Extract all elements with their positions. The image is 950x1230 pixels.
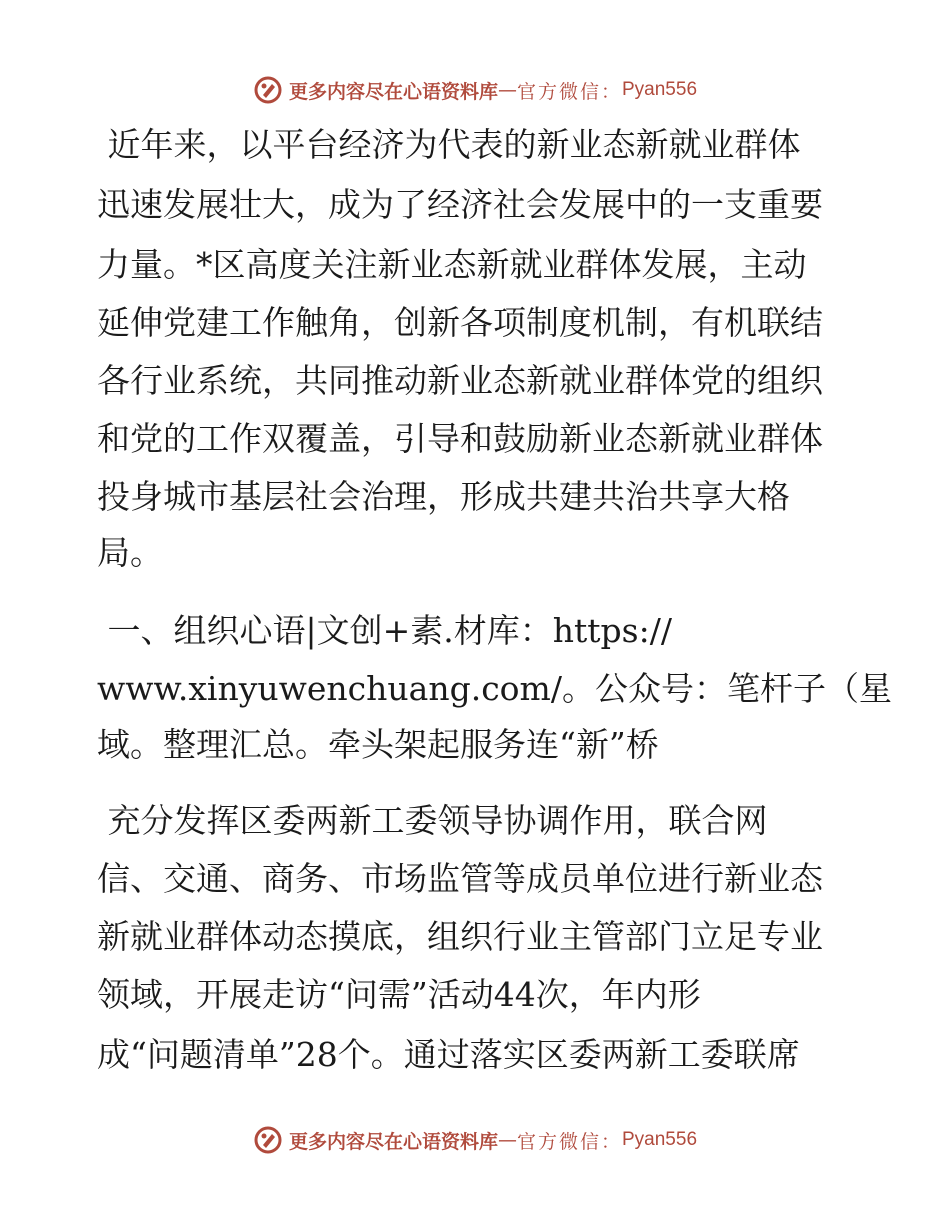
header-official-label: 官方微信： bbox=[516, 80, 622, 103]
footer-banner bbox=[0, 1120, 950, 1160]
paragraph-line: 迅速发展壮大，成为了经济社会发展中的一支重要 bbox=[97, 185, 823, 224]
paragraph-line: 延伸党建工作触角，创新各项制度机制，有机联结 bbox=[97, 303, 823, 342]
paragraph-line: 新就业群体动态摸底，组织行业主管部门立足专业 bbox=[97, 917, 823, 956]
paragraph-line: 局。 bbox=[97, 533, 163, 572]
brand-logo-icon bbox=[253, 1125, 283, 1155]
paragraph-line: 领域，开展走访“问需”活动44次，年内形 bbox=[97, 975, 701, 1014]
header-separator: — bbox=[497, 79, 517, 101]
paragraph-line: 力量。*区高度关注新业态新就业群体发展，主动 bbox=[97, 245, 807, 284]
paragraph-line: 投身城市基层社会治理，形成共建共治共享大格 bbox=[97, 477, 790, 516]
section-heading-line: www.xinyuwenchuang.com/。公众号：笔杆子（星 bbox=[97, 669, 892, 708]
brand-logo-icon bbox=[253, 75, 283, 105]
paragraph-line: 近年来，以平台经济为代表的新业态新就业群体 bbox=[97, 125, 801, 164]
header-brand: 更多内容尽在心语资料库 bbox=[288, 80, 498, 103]
paragraph-line: 充分发挥区委两新工委领导协调作用，联合网 bbox=[97, 801, 768, 840]
section-heading-line: 域。整理汇总。牵头架起服务连“新”桥 bbox=[97, 725, 659, 764]
section-heading-line: 一、组织心语|文创+素.材库：https:// bbox=[97, 611, 672, 650]
paragraph-line: 信、交通、商务、市场监管等成员单位进行新业态 bbox=[97, 859, 823, 898]
paragraph-line: 成“问题清单”28个。通过落实区委两新工委联席 bbox=[97, 1035, 800, 1074]
footer-official-label: 官方微信： bbox=[516, 1130, 622, 1153]
header-banner bbox=[0, 70, 950, 110]
footer-separator: — bbox=[497, 1129, 517, 1151]
footer-brand: 更多内容尽在心语资料库 bbox=[288, 1130, 498, 1153]
header-wechat-id: Pyan556 bbox=[622, 79, 698, 100]
footer-wechat-id: Pyan556 bbox=[622, 1129, 698, 1150]
paragraph-line: 和党的工作双覆盖，引导和鼓励新业态新就业群体 bbox=[97, 419, 823, 458]
paragraph-line: 各行业系统，共同推动新业态新就业群体党的组织 bbox=[97, 361, 823, 400]
